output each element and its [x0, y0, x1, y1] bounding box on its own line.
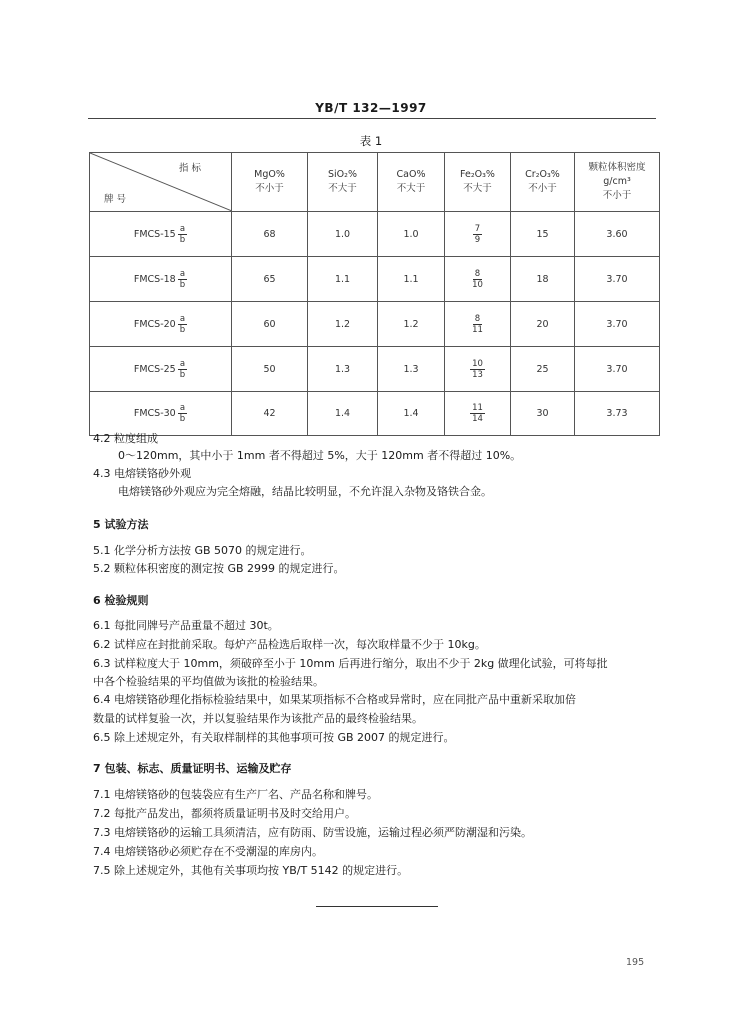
sio2-cell: 1.0 [308, 212, 378, 257]
cr2o3-cell: 25 [511, 347, 575, 392]
cr2o3-cell: 18 [511, 257, 575, 302]
cr2o3-cell: 30 [511, 392, 575, 436]
table-row [90, 257, 660, 302]
density-cell: 3.60 [575, 212, 660, 257]
section-4-3-title: 4.3 电熔镁铬砂外观 [93, 467, 191, 480]
clause-6-3-line2: 中各个检验结果的平均值做为该批的检验结果。 [93, 675, 324, 688]
table-row [90, 347, 660, 392]
table-row [90, 302, 660, 347]
cao-cell: 1.1 [378, 257, 445, 302]
col-header-sio2: SiO₂% 不大于 [308, 153, 378, 212]
clause-5-2: 5.2 颗粒体积密度的测定按 GB 2999 的规定进行。 [93, 562, 345, 575]
table-row [90, 212, 660, 257]
cao-cell: 1.4 [378, 392, 445, 436]
cao-cell: 1.3 [378, 347, 445, 392]
clause-6-4-line1: 6.4 电熔镁铬砂理化指标检验结果中，如果某项指标不合格或异常时，应在同批产品中重新采取加倍 [93, 693, 576, 706]
section-5-title: 5 试验方法 [93, 518, 149, 531]
clause-7-1: 7.1 电熔镁铬砂的包装袋应有生产厂名、产品名称和牌号。 [93, 788, 378, 801]
section-4-2-text: 0～120mm，其中小于 1mm 者不得超过 5%，大于 120mm 者不得超过 10%。 [118, 449, 522, 462]
table-caption: 表 1 [359, 134, 383, 148]
diag-bottom-label: 牌 号 [104, 194, 127, 205]
clause-6-3-line1: 6.3 试样粒度大于 10mm，须破碎至小于 10mm 后再进行缩分，取出不少于 2kg 做理化试验，可将每批 [93, 657, 608, 670]
cao-cell: 1.0 [378, 212, 445, 257]
clause-7-3: 7.3 电熔镁铬砂的运输工具须清洁，应有防雨、防雪设施，运输过程必须严防潮湿和污染。 [93, 826, 532, 839]
mgo-cell: 68 [232, 212, 308, 257]
header-rule [88, 118, 656, 119]
section-7-title: 7 包装、标志、质量证明书、运输及贮存 [93, 762, 292, 775]
grade-cell: FMCS-18 $\frac{a}{b}$ [90, 257, 232, 302]
document-header: YB/T 132—1997 [315, 101, 427, 115]
section-4-2-title: 4.2 粒度组成 [93, 432, 158, 445]
fe2o3-cell: $\frac{10}{13}$ [445, 347, 511, 392]
page-number: 195 [626, 957, 645, 968]
cao-cell: 1.2 [378, 302, 445, 347]
grade-cell: FMCS-15 $\frac{a}{b}$ [90, 212, 232, 257]
col-header-mgo: MgO% 不小于 [232, 153, 308, 212]
clause-7-2: 7.2 每批产品发出，都须将质量证明书及时交给用户。 [93, 807, 356, 820]
sio2-cell: 1.4 [308, 392, 378, 436]
fe2o3-cell: $\frac{8}{11}$ [445, 302, 511, 347]
diagonal-header-cell [90, 153, 232, 212]
table-row [90, 392, 660, 436]
col-header-density: 颗粒体积密度 g/cm³ 不小于 [575, 153, 660, 212]
fe2o3-cell: $\frac{8}{10}$ [445, 257, 511, 302]
section-4-3-text: 电熔镁铬砂外观应为完全熔融，结晶比较明显，不允许混入杂物及铬铁合金。 [118, 485, 492, 498]
clause-5-1: 5.1 化学分析方法按 GB 5070 的规定进行。 [93, 544, 312, 557]
density-cell: 3.70 [575, 347, 660, 392]
clause-6-4-line2: 数量的试样复验一次，并以复验结果作为该批产品的最终检验结果。 [93, 712, 423, 725]
grade-cell: FMCS-25 $\frac{a}{b}$ [90, 347, 232, 392]
cr2o3-cell: 20 [511, 302, 575, 347]
density-cell: 3.73 [575, 392, 660, 436]
density-cell: 3.70 [575, 302, 660, 347]
grade-cell: FMCS-30 $\frac{a}{b}$ [90, 392, 232, 436]
mgo-cell: 60 [232, 302, 308, 347]
col-header-fe2o3: Fe₂O₃% 不大于 [445, 153, 511, 212]
clause-7-4: 7.4 电熔镁铬砂必须贮存在不受潮湿的库房内。 [93, 845, 323, 858]
cr2o3-cell: 15 [511, 212, 575, 257]
diag-top-label: 指 标 [178, 163, 201, 174]
density-cell: 3.70 [575, 257, 660, 302]
sio2-cell: 1.2 [308, 302, 378, 347]
end-rule [316, 906, 438, 907]
spec-table [89, 152, 660, 436]
fe2o3-cell: $\frac{11}{14}$ [445, 392, 511, 436]
col-header-cao: CaO% 不大于 [378, 153, 445, 212]
clause-6-1: 6.1 每批同牌号产品重量不超过 30t。 [93, 619, 279, 632]
table-header-row [90, 153, 660, 212]
mgo-cell: 65 [232, 257, 308, 302]
fe2o3-cell: $\frac{7}{9}$ [445, 212, 511, 257]
sio2-cell: 1.3 [308, 347, 378, 392]
clause-6-5: 6.5 除上述规定外，有关取样制样的其他事项可按 GB 2007 的规定进行。 [93, 731, 455, 744]
col-header-cr2o3: Cr₂O₃% 不小于 [511, 153, 575, 212]
mgo-cell: 50 [232, 347, 308, 392]
sio2-cell: 1.1 [308, 257, 378, 302]
clause-6-2: 6.2 试样应在封批前采取。每炉产品检选后取样一次，每次取样量不少于 10kg。 [93, 638, 486, 651]
mgo-cell: 42 [232, 392, 308, 436]
grade-cell: FMCS-20 $\frac{a}{b}$ [90, 302, 232, 347]
clause-7-5: 7.5 除上述规定外，其他有关事项均按 YB/T 5142 的规定进行。 [93, 864, 409, 877]
section-6-title: 6 检验规则 [93, 594, 149, 607]
